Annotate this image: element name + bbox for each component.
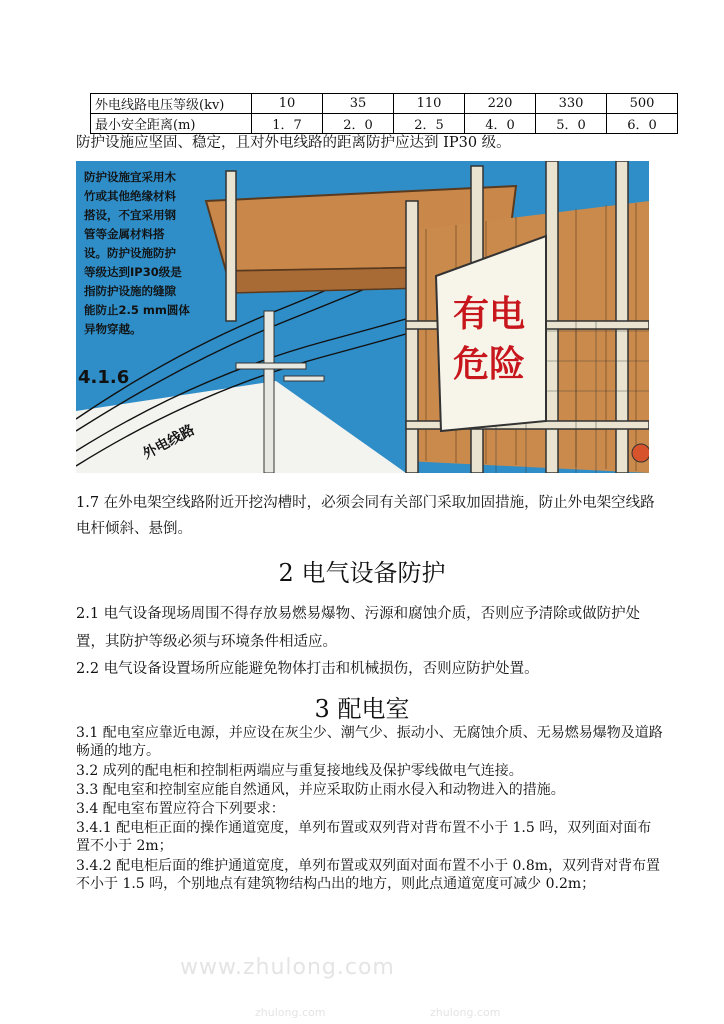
power-line-label: 外电线路 (140, 422, 198, 463)
power-line-protection-illustration (76, 161, 649, 473)
row-label: 外电线路电压等级(kv) (91, 94, 252, 114)
table-cell: 110 (394, 94, 465, 114)
section-title-distribution-room: 3 配电室 (314, 695, 410, 723)
paragraph-1-7: 1.7 在外电架空线路附近开挖沟槽时，必须会同有关部门采取加固措施，防止外电架空线路电杆倾斜、悬倒。 (76, 495, 655, 537)
table-cell: 2．5 (394, 114, 465, 134)
note-line: 竹或其他绝缘材料 (84, 189, 176, 203)
note-line: 指防护设施的缝隙 (84, 284, 176, 298)
figure-number: 4.1.6 (78, 367, 130, 388)
table-cell: 4．0 (465, 114, 536, 134)
row-label: 最小安全距离(m) (91, 114, 252, 134)
table-cell: 1．7 (252, 114, 323, 134)
note-line: 搭设，不宜采用钢 (84, 208, 176, 222)
table-cell: 35 (323, 94, 394, 114)
sign-text-line2: 危险 (452, 344, 526, 385)
paragraph-3-2: 3.2 成列的配电柜和控制柜两端应与重复接地线及保护零线做电气连接。 (76, 763, 523, 779)
paragraph-3-4: 3.4 配电室布置应符合下列要求： (76, 801, 285, 817)
paragraph-2-2: 2.2 电气设备设置场所应能避免物体打击和机械损伤，否则应防护处置。 (76, 661, 539, 677)
note-line: 异物穿越。 (84, 322, 142, 336)
note-line: 防护设施宜采用木 (84, 170, 176, 184)
paragraph-3-4-2: 3.4.2 配电柜后面的维护通道宽度，单列布置或双列面对面布置不小于 0.8m，双列背对背布置不小于 1.5 吗，个别地点有建筑物结构凸出的地方，则此点通道宽度可减少 0.2m； (76, 858, 661, 892)
table-cell: 2．0 (323, 114, 394, 134)
paragraph-2-1: 2.1 电气设备现场周围不得存放易燃易爆物、污源和腐蚀介质，否则应予清除或做防护处置，其防护等级必须与环境条件相适应。 (76, 606, 641, 650)
watermark-bottom-right: zhulong.com (430, 1006, 501, 1019)
note-line: 管等金属材料搭 (84, 227, 165, 241)
table-cell: 500 (607, 94, 678, 114)
note-line: 等级达到IP30级是 (84, 265, 182, 279)
safety-distance-table (90, 93, 678, 134)
table-row (91, 94, 678, 114)
table-cell: 330 (536, 94, 607, 114)
paragraph-3-3: 3.3 配电室和控制室应能自然通风，并应采取防止雨水侵入和动物进入的措施。 (76, 782, 565, 798)
table-cell: 220 (465, 94, 536, 114)
note-line: 设。防护设施防护 (84, 246, 176, 260)
paragraph-3-4-1: 3.4.1 配电柜正面的操作通道宽度，单列布置或双列背对背布置不小于 1.5 吗，双列面对面布置不小于 2m； (76, 820, 652, 854)
watermark-bottom-left: zhulong.com (255, 1006, 326, 1019)
paragraph-3-1: 3.1 配电室应靠近电源，并应设在灰尘少、潮气少、振动小、无腐蚀介质、无易燃易爆物及道路畅通的地方。 (76, 725, 663, 759)
sign-text-line1: 有电 (452, 294, 526, 335)
table-cell: 5．0 (536, 114, 607, 134)
watermark-center: www.zhulong.com (180, 955, 395, 980)
table-cell: 10 (252, 94, 323, 114)
note-line: 能防止2.5 mm圆体 (84, 303, 190, 317)
section-title-electrical-equipment: 2 电气设备防护 (278, 559, 446, 587)
table-cell: 6．0 (607, 114, 678, 134)
paragraph-protection: 防护设施应坚固、稳定，且对外电线路的距离防护应达到 IP30 级。 (76, 135, 511, 151)
